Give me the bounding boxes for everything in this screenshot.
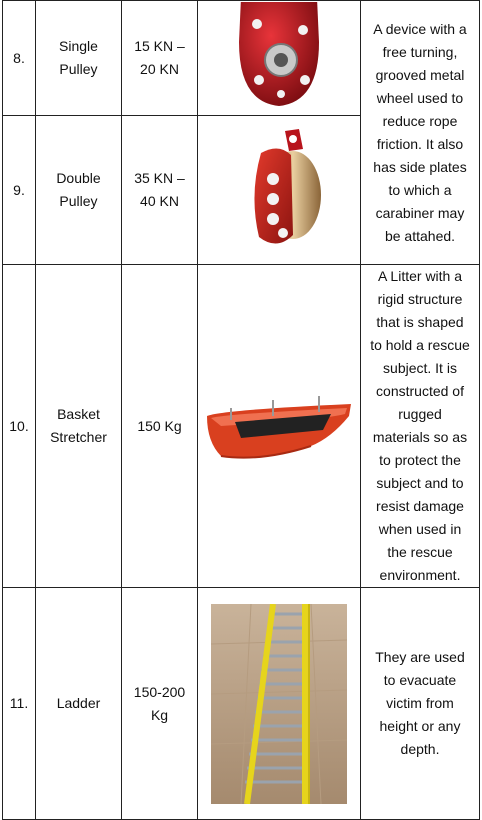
basket-stretcher-icon: [201, 386, 357, 466]
row-number: 8.: [3, 1, 36, 116]
equipment-capacity: 35 KN – 40 KN: [122, 116, 198, 265]
single-pulley-icon: [219, 2, 339, 114]
equipment-table: [2, 0, 480, 820]
equipment-name: Single Pulley: [36, 1, 122, 116]
ladder-photo: [198, 588, 361, 820]
equipment-capacity: 15 KN – 20 KN: [122, 1, 198, 116]
equipment-name: Double Pulley: [36, 116, 122, 265]
row-number: 10.: [3, 265, 36, 588]
equipment-capacity: 150 Kg: [122, 265, 198, 588]
row-number: 9.: [3, 116, 36, 265]
row-number: 11.: [3, 588, 36, 820]
stretcher-description: A Litter with a rigid structure that is shaped to hold a rescue subject. It is constructed of rugged materials so as to protect the subject and to resist damage when used in the rescue environment.: [361, 265, 480, 588]
equipment-capacity: 150-200 Kg: [122, 588, 198, 820]
table-row: [3, 265, 480, 588]
ladder-description: They are used to evacuate victim from height or any depth.: [361, 588, 480, 820]
table-row: [3, 588, 480, 820]
ladder-icon: [211, 604, 347, 804]
basket-stretcher-photo: [198, 265, 361, 588]
double-pulley-photo: [198, 116, 361, 265]
pulley-description: A device with a free turning, grooved metal wheel used to reduce rope friction. It also has side plates to which a carabiner may be attahed.: [361, 1, 480, 265]
double-pulley-icon: [219, 125, 339, 255]
table-row: [3, 1, 480, 116]
equipment-name: Ladder: [36, 588, 122, 820]
equipment-name: Basket Stretcher: [36, 265, 122, 588]
single-pulley-photo: [198, 1, 361, 116]
